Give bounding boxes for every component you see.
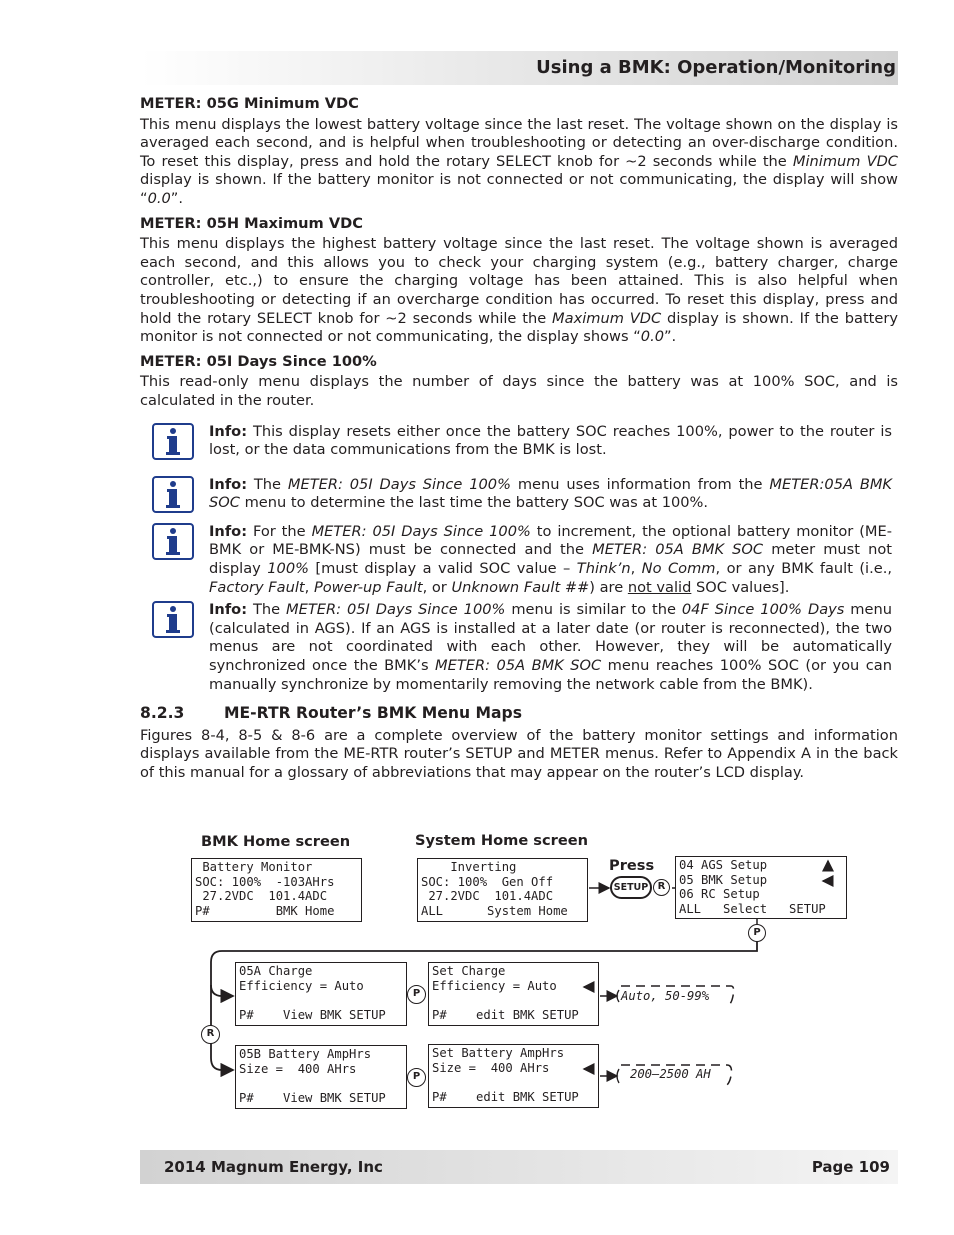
footer-bar [140,1150,898,1184]
section-heading-8-2-3: 8.2.3 ME-RTR Router’s BMK Menu Maps [140,704,522,723]
lcd-set-charge-efficiency: Set Charge Efficiency = Auto P# edit BMK SETUP [428,962,599,1026]
lcd-05b-battery-amphrs: 05B Battery AmpHrs Size = 400 AHrs P# View BMK SETUP [235,1045,407,1109]
range-battery-amphrs: 200–2500 AH [630,1067,711,1081]
paragraph-8-2-3: Figures 8-4, 8-5 & 8-6 are a complete overview of the battery monitor settings and information displays available from the ME-RTR router’s SETUP and METER menus. Refer to Appendix A in the back of this manual for a glossary of abbreviations that may appear on the router’s LCD display. [140,726,898,781]
r-button-left: R [201,1025,220,1044]
system-home-label: System Home screen [415,832,589,849]
setup-menu-lcd: 04 AGS Setup 05 BMK Setup 06 RC Setup ALL Select SETUP [675,856,847,919]
heading-05i: METER: 05I Days Since 100% [140,352,377,370]
bmk-home-lcd: Battery Monitor SOC: 100% -103AHrs 27.2VDC 101.4ADC P# BMK Home [191,858,362,922]
lcd-05a-charge-efficiency: 05A Charge Efficiency = Auto P# View BMK SETUP [235,962,407,1026]
press-label: Press [609,857,655,874]
page-header-title: Using a BMK: Operation/Monitoring [536,57,896,78]
info-note-3: Info: For the METER: 05I Days Since 100% to increment, the optional battery monitor (ME-BMK or ME-BMK-NS) must be connected and the METER: 05A BMK SOC meter must not display 100% [must display a valid SOC value – Think’n, No Comm, or any BMK fault (i.e., Factory Fault, Power-up Fault, or Unknown Fault ##) are not valid SOC values]. [140,523,892,597]
footer-page-number: Page 109 [811,1158,890,1176]
paragraph-05h: This menu displays the highest battery voltage since the last reset. The voltage shown is averaged each second, and this allows you to check your charging system (e.g., battery charger, charge controller, etc.,) to ensure the charging voltage has been attained. This is also helpful when troubleshooting or detecting if an overcharge condition has occurred. To reset this display, press and hold the rotary SELECT knob for ~2 seconds while the Maximum VDC display is shown. If the battery monitor is not connected or not communicating, the display shows “0.0”. [140,235,899,346]
setup-button: SETUP [610,876,652,899]
lcd-set-battery-amphrs: Set Battery AmpHrs Size = 400 AHrs P# edit BMK SETUP [428,1044,599,1108]
heading-05g: METER: 05G Minimum VDC [140,95,359,112]
p-button-top: P [748,924,766,942]
p-button-05a: P [407,985,426,1004]
range-charge-efficiency: Auto, 50-99% [621,989,710,1003]
paragraph-05i: This read-only menu displays the number of days since the battery was at 100% SOC, and is calculated in the router. [140,373,898,409]
r-button-top: R [653,879,670,896]
p-button-05b: P [407,1068,426,1087]
footer-company: 2014 Magnum Energy, Inc [164,1158,383,1176]
info-note-2: Info: The METER: 05I Days Since 100% menu uses information from the METER:05A BMK SOC menu to determine the last time the battery SOC was at 100%. [140,476,892,513]
bmk-home-label: BMK Home screen [201,833,351,850]
info-note-4: Info: The METER: 05I Days Since 100% menu is similar to the 04F Since 100% Days menu (calculated in AGS). If an AGS is installed at a later date (or router is reconnected), the two menus are not coordinated with each other. However, they will be automatically synchronized once the BMK’s METER: 05A BMK SOC menu reaches 100% SOC (or you can manually synchronize by momentarily removing the network cable from the BMK). [140,601,892,694]
info-note-1: Info: This display resets either once the battery SOC reaches 100%, power to the router is lost, or the data communications from the BMK is lost. [140,423,892,460]
paragraph-05g: This menu displays the lowest battery voltage since the last reset. The voltage shown on the display is averaged each second, and is helpful when troubleshooting or detecting an over-discharge condition. To reset this display, press and hold the rotary SELECT knob for ~2 seconds while the Minimum VDC display is shown. If the battery monitor is not connected or not communicating, the display will show “0.0”. [140,115,898,207]
system-home-lcd: Inverting SOC: 100% Gen Off 27.2VDC 101.4ADC ALL System Home [417,858,588,922]
heading-05h: METER: 05H Maximum VDC [140,214,363,232]
